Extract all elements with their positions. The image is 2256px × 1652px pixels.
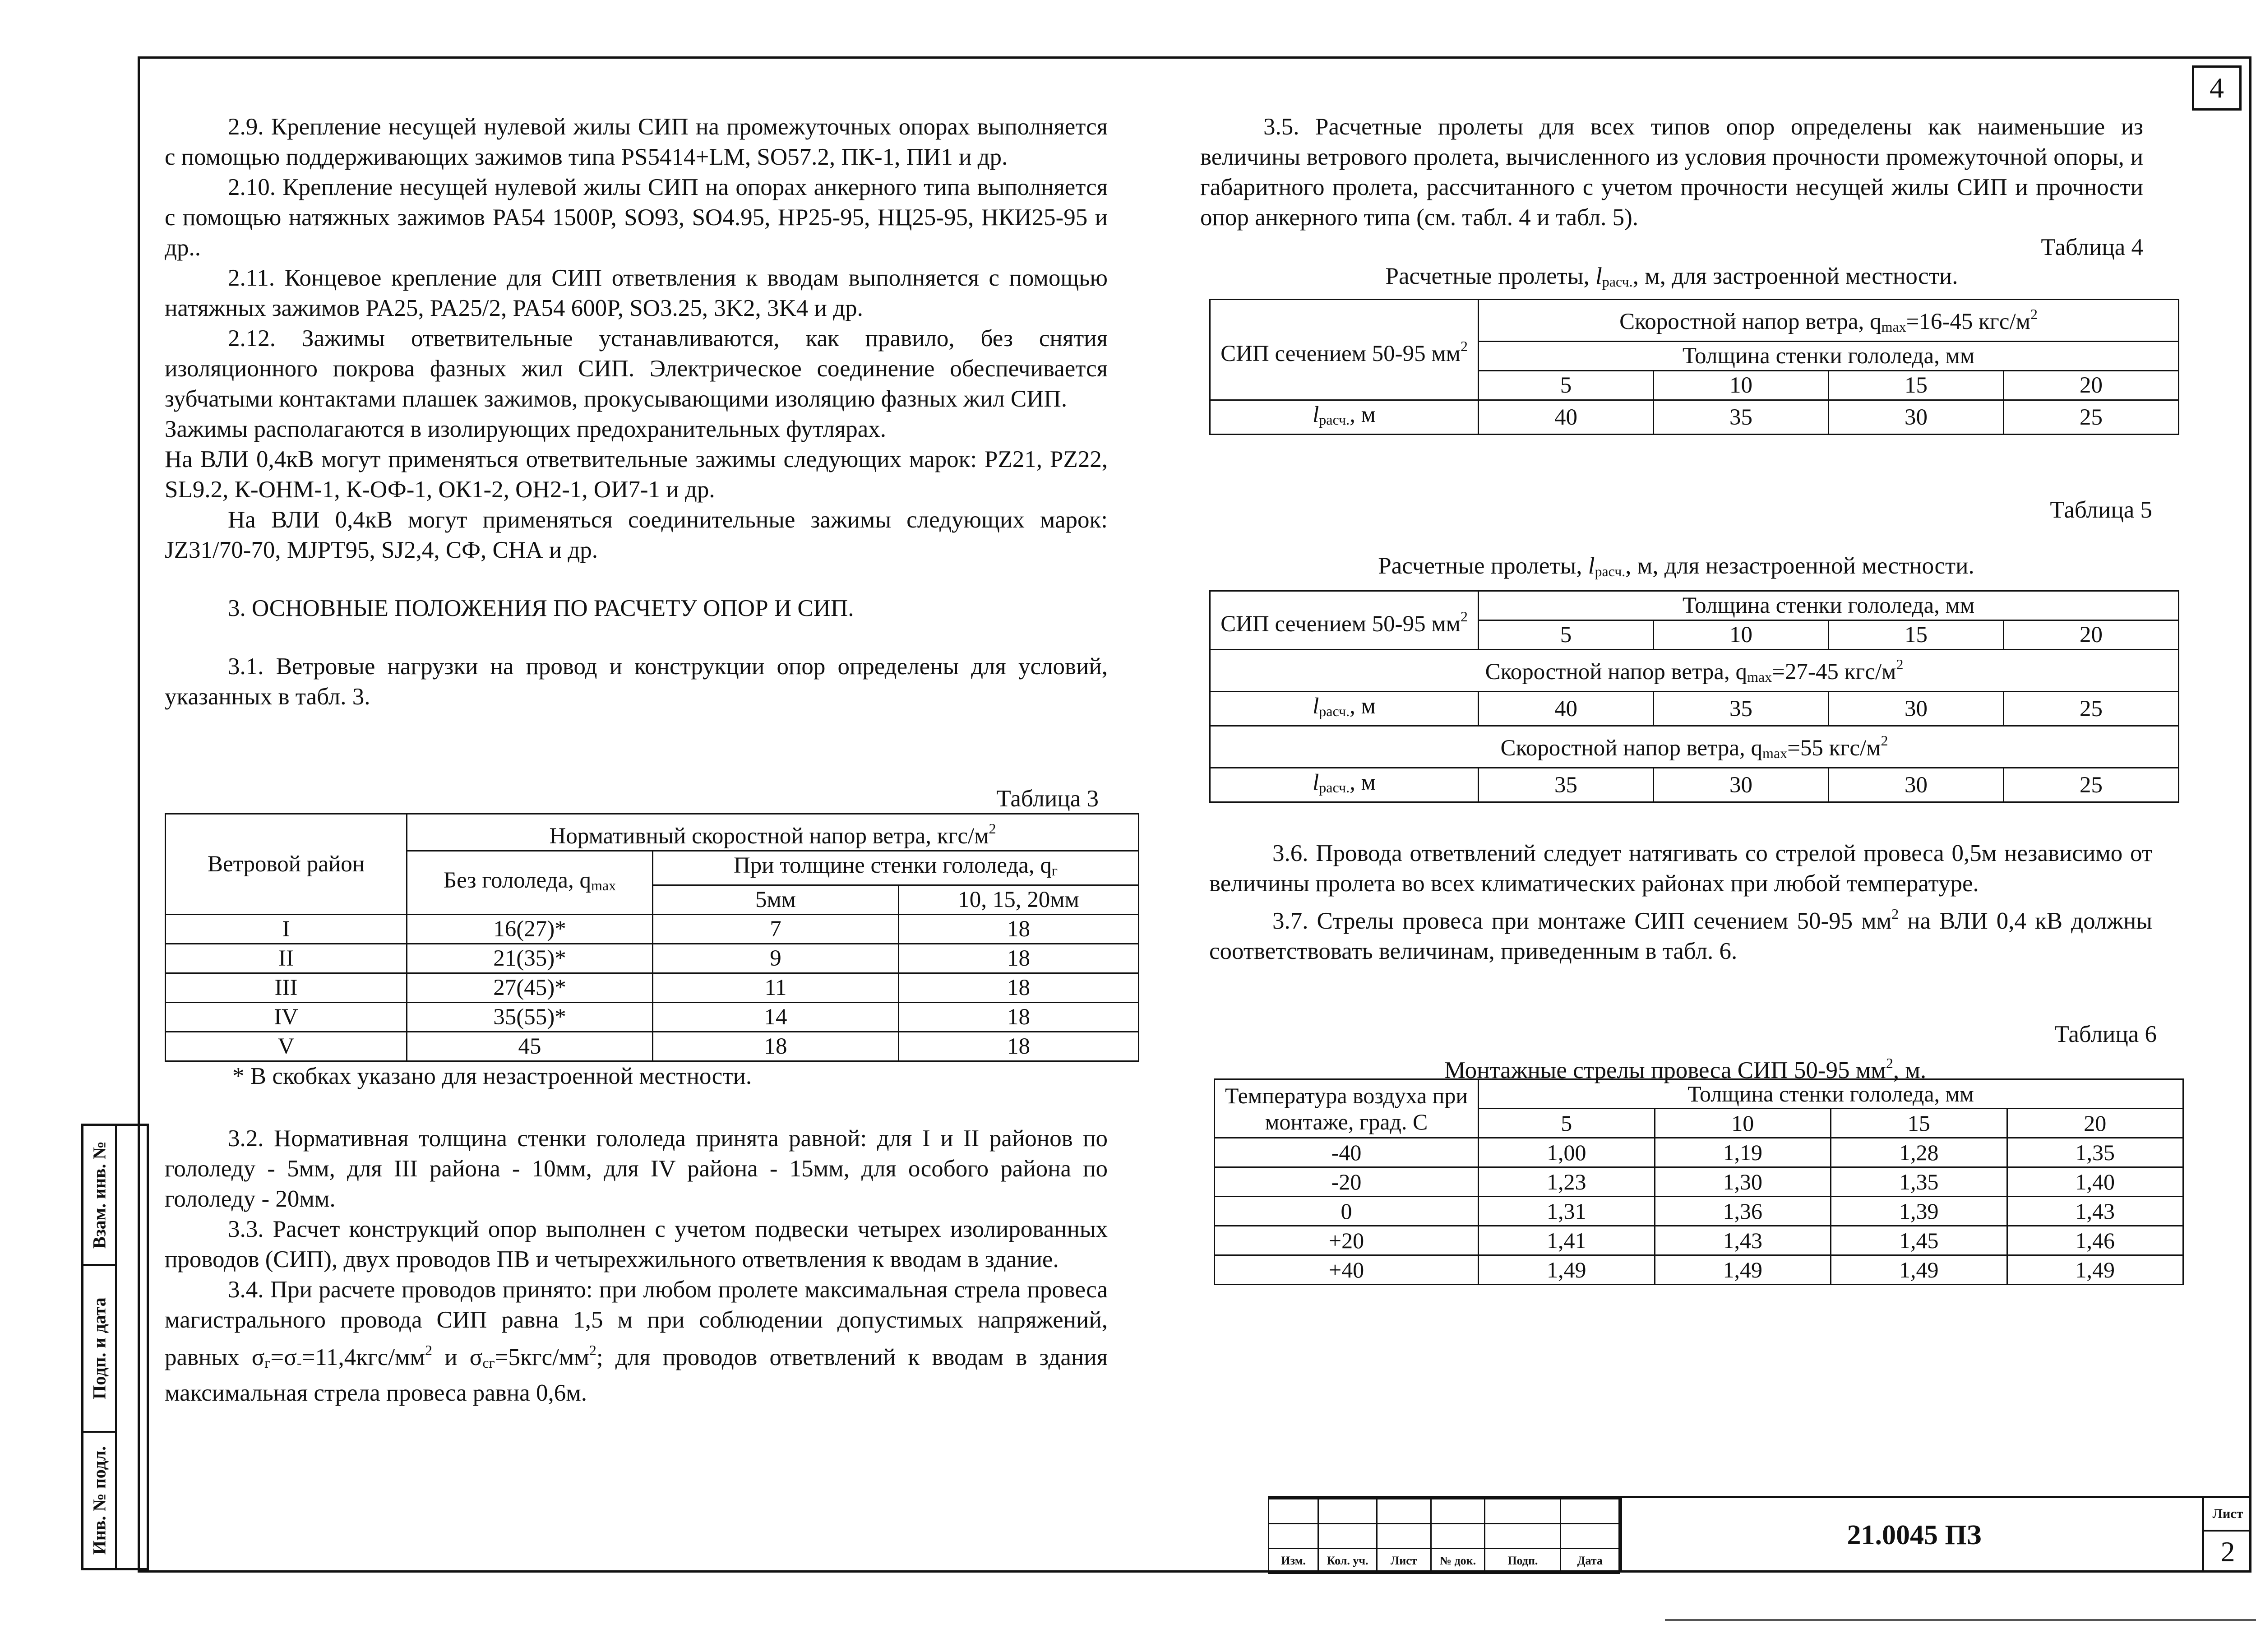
table-cell: 11 [653,973,899,1003]
rev-label: № док. [1431,1549,1485,1573]
para-3-6: 3.6. Провода ответвлений следует натягивать со стрелой провеса 0,5м независимо от величины пролета во всех климатических районах при любой температуре. [1209,840,2152,897]
title-block [1268,1496,2251,1573]
table-row [1215,1138,2183,1167]
t4-h-ice: Толщина стенки гололеда, мм [1479,342,2179,371]
para-3-4: 3.4. При расчете проводов принято: при любом пролете максимальная стрела провеса магистрального провода СИП равна 1,5 м при соблюдении допустимых напряжений, равных $\sigma г=\sigma-=11,4кгс/мм^2$ и $\sigma сг=5кгс/мм^2$; для проводов ответвлений к вводам в здания максимальная стрела провеса равна 0,6м. [165,1277,1108,1406]
table-cell: 18 [899,1032,1139,1061]
table-4-caption: Таблица 4 [2041,234,2143,260]
para-3-5: 3.5. Расчетные пролеты для всех типов опор определены как наименьшие из величины ветрового пролета, вычисленного из условия прочности промежуточной опоры, и габаритного пролета, рассчитанного с учетом прочности несущей жилы СИП и прочности опор анкерного типа (см. табл. 4 и табл. 5). [1200,114,2143,231]
table-3-caption: Таблица 3 [996,786,1099,812]
table-cell: II [166,944,407,973]
table-cell: 18 [899,973,1139,1003]
table-cell: 1,36 [1655,1197,1831,1226]
table-cell: 1,46 [2007,1226,2183,1255]
table-cell: 20 [2004,620,2179,650]
table-5-caption: Таблица 5 [2050,497,2152,523]
t4-row-label: lрасч., м [1210,400,1479,435]
t3-h-norm: Нормативный скоростной напор ветра, кгс/$м^2$ [407,814,1139,851]
table-cell: 18 [653,1032,899,1061]
table-cell: 40 [1479,400,1654,435]
table-5-title: Расчетные пролеты, lрасч., м, для незастроенной местности. [1378,553,1974,579]
table-row [166,1003,1139,1032]
table-cell: 1,49 [2007,1255,2183,1285]
strip-cell-sign-date: Подп. и дата [83,1266,115,1433]
para-3-2: 3.2. Нормативная толщина стенки гололеда принята равной: для I и II районов по гололеду - 5мм, для III района - 10мм, для IV района - 15мм, для особого района по гололеду - 20мм. [165,1125,1108,1212]
table-cell: 1,43 [1655,1226,1831,1255]
table-cell: 9 [653,944,899,973]
para-branch-clamps: На ВЛИ 0,4кВ могут применяться ответвительные зажимы следующих марок: PZ21, PZ22, SL9.2, К-ОНМ-1, К-ОФ-1, ОК1-2, ОН2-1, ОИ7-1 и др. [165,446,1108,503]
t5-row-label: lрасч., м [1210,692,1479,726]
left-column [165,112,1108,712]
table-cell: 1,40 [2007,1167,2183,1197]
table-cell: 1,00 [1479,1138,1655,1167]
rev-label: Лист [1377,1549,1431,1573]
table-cell: 35 [1479,768,1654,802]
table-cell: 14 [653,1003,899,1032]
t4-h-wind: Скоростной напор ветра, qmax=16-45 кгс/$м^2$ [1479,300,2179,342]
table-5-block [1209,590,2179,803]
rev-label: Изм. [1269,1549,1318,1573]
right-column-lower [1209,838,2152,967]
table-cell: 1,35 [2007,1138,2183,1167]
table-cell: 20 [2004,371,2179,400]
table-row [1215,1197,2183,1226]
section-heading-3: 3. ОСНОВНЫЕ ПОЛОЖЕНИЯ ПО РАСЧЕТУ ОПОР И СИП. [228,595,854,621]
table-cell: 15 [1829,371,2004,400]
table-cell: 1,19 [1655,1138,1831,1167]
table-4-title: Расчетные пролеты, lрасч., м, для застроенной местности. [1385,263,1958,290]
rev-label: Дата [1561,1549,1619,1573]
table-cell: 10 [1654,620,1829,650]
table-cell: 45 [407,1032,653,1061]
strip-cell-replace: Взам. инв. № [83,1126,115,1266]
table-row [166,1032,1139,1061]
table-row [166,915,1139,944]
t3-h-10mm: 10, 15, 20мм [899,885,1139,915]
table-cell: IV [166,1003,407,1032]
table-cell: 30 [1829,768,2004,802]
table-cell: 35(55)* [407,1003,653,1032]
t3-h-ice: При толщине стенки гололеда, qг [653,851,1139,885]
table-cell: 20 [2007,1109,2183,1138]
scan-edge-line [1665,1619,2256,1621]
table-cell: 15 [1829,620,2004,650]
table-cell: 1,35 [1831,1167,2007,1197]
t5-row-label: lрасч., м [1210,768,1479,802]
left-column-lower [165,1124,1108,1408]
table-cell: 1,49 [1655,1255,1831,1285]
table-cell: 25 [2004,400,2179,435]
list-box [2202,1498,2251,1573]
table-cell: +20 [1215,1226,1479,1255]
table-cell: 35 [1654,692,1829,726]
table-cell: V [166,1032,407,1061]
table-row [1215,1226,2183,1255]
table-6 [1214,1078,2184,1285]
para-cases: Зажимы располагаются в изолирующих предохранительных футлярах. [165,416,887,442]
table-6-title: Монтажные стрелы провеса СИП 50-95 $мм^2$, м. [1444,1055,1927,1083]
table-cell: 35 [1654,400,1829,435]
table-5 [1209,590,2179,803]
table-cell: 18 [899,944,1139,973]
right-column [1200,112,2143,296]
table-3-note: * В скобках указано для незастроенной местности. [232,1063,752,1089]
sheet-number: 4 [2192,65,2242,111]
revision-grid [1268,1498,1620,1574]
table-cell: 1,39 [1831,1197,2007,1226]
table-cell: 30 [1829,692,2004,726]
table-cell: 18 [899,1003,1139,1032]
t6-h-temp: Температура воздуха при монтаже, град. С [1215,1079,1479,1138]
strip-cell-inventory: Инв. № подл. [89,1446,110,1555]
table-cell: 27(45)* [407,973,653,1003]
table-cell: 18 [899,915,1139,944]
table-cell: -20 [1215,1167,1479,1197]
table-3-block [165,784,1139,1091]
table-cell: 40 [1479,692,1654,726]
table-cell: 1,49 [1479,1255,1655,1285]
table-cell: 25 [2004,692,2179,726]
table-cell: 16(27)* [407,915,653,944]
table-cell: 30 [1829,400,2004,435]
list-label: Лист [2204,1498,2251,1532]
t5-wind-1: Скоростной напор ветра, qmax=27-45 кгс/$м^2$ [1210,650,2179,692]
binding-strip [81,1124,149,1570]
table-cell: 0 [1215,1197,1479,1226]
table-row [166,973,1139,1003]
para-2-12: 2.12. Зажимы ответвительные устанавливаются, как правило, без снятия изоляционного покрова фазных жил СИП. Электрическое соединение обеспечивается зубчатыми контактами плашек зажимов, прокусывающими изоляцию фазных жил СИП. [165,325,1108,412]
table-3 [165,813,1139,1062]
table-row [1215,1255,2183,1285]
para-2-11: 2.11. Концевое крепление для СИП ответвления к вводам выполняется с помощью натяжных зажимов PA25, PA25/2, PA54 600P, SO3.25, 3K2, 3K4 и др. [165,265,1108,321]
table-cell: -40 [1215,1138,1479,1167]
table-row [166,944,1139,973]
table-6-heading [1214,1020,2157,1085]
table-4 [1209,299,2179,435]
t4-h-sip: СИП сечением 50-95 $мм^2$ [1210,300,1479,400]
table-cell: 5 [1479,371,1654,400]
t5-h-sip: СИП сечением 50-95 $мм^2$ [1210,591,1479,650]
para-3-1: 3.1. Ветровые нагрузки на провод и конструкции опор определены для условий, указанных в табл. 3. [165,653,1108,710]
table-6-caption: Таблица 6 [2054,1021,2157,1047]
table-row [1215,1167,2183,1197]
table-cell: 21(35)* [407,944,653,973]
t5-h-ice: Толщина стенки гололеда, мм [1479,591,2179,620]
para-2-10: 2.10. Крепление несущей нулевой жилы СИП на опорах анкерного типа выполняется с помощью натяжных зажимов PA54 1500P, SO93, SO4.95, HP25-95, НЦ25-95, НКИ25-95 и др.. [165,174,1108,261]
table-cell: 5 [1479,620,1654,650]
table-row [1210,692,2179,726]
table-cell: 7 [653,915,899,944]
t3-h-5mm: 5мм [653,885,899,915]
para-3-3: 3.3. Расчет конструкций опор выполнен с учетом подвески четырех изолированных проводов (СИП), двух проводов ПВ и четырехжильного ответвления к вводам в здание. [165,1216,1108,1273]
document-number: 21.0045 ПЗ [1620,1498,2206,1573]
table-5-heading [1200,495,2152,586]
table-cell: 10 [1655,1109,1831,1138]
rev-label: Подп. [1485,1549,1561,1573]
t6-h-ice: Толщина стенки гололеда, мм [1479,1079,2183,1109]
table-6-block [1214,1078,2184,1285]
t5-wind-2: Скоростной напор ветра, qmax=55 кгс/$м^2$ [1210,726,2179,768]
table-row [1210,400,2179,435]
para-2-9: 2.9. Крепление несущей нулевой жилы СИП на промежуточных опорах выполняется с помощью поддерживающих зажимов типа PS5414+LM, SO57.2, ПК-1, ПИ1 и др. [165,114,1108,170]
table-cell: III [166,973,407,1003]
table-4-block [1209,299,2179,435]
table-cell: 1,41 [1479,1226,1655,1255]
table-cell: 15 [1831,1109,2007,1138]
table-cell: 1,45 [1831,1226,2007,1255]
t3-h-noice: Без гололеда, qmax [407,851,653,915]
table-cell: 1,28 [1831,1138,2007,1167]
table-cell: 25 [2004,768,2179,802]
table-cell: 1,31 [1479,1197,1655,1226]
t3-h-region: Ветровой район [166,814,407,915]
table-cell: 5 [1479,1109,1655,1138]
table-cell: 1,43 [2007,1197,2183,1226]
para-join-clamps: На ВЛИ 0,4кВ могут применяться соединительные зажимы следующих марок: JZ31/70-70, MJPT95, SJ2,4, СФ, СНА и др. [165,507,1108,563]
table-cell: 1,23 [1479,1167,1655,1197]
table-cell: +40 [1215,1255,1479,1285]
para-3-7: 3.7. Стрелы провеса при монтаже СИП сечением 50-95 $мм^2$ на ВЛИ 0,4 кВ должны соответствовать величинам, приведенным в табл. 6. [1209,906,2152,964]
table-row [1210,768,2179,802]
strip-divider [115,1126,117,1568]
table-cell: 1,30 [1655,1167,1831,1197]
table-cell: 30 [1654,768,1829,802]
table-cell: 1,49 [1831,1255,2007,1285]
table-cell: I [166,915,407,944]
rev-label: Кол. уч. [1318,1549,1377,1573]
list-number: 2 [2220,1536,2235,1568]
table-cell: 10 [1654,371,1829,400]
